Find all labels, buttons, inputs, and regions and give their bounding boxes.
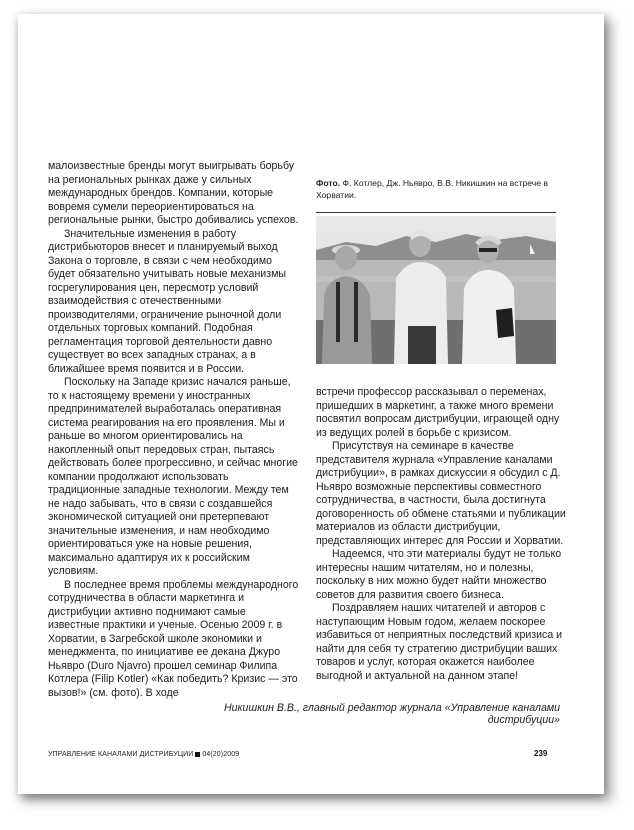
paragraph: малоизвестные бренды могут выигрывать борьбу на региональных рынках даже у сильных международных брендов. Компании, которые вовремя сумели переориентироваться на региональные рынки, быстро добивались успехов. [48, 160, 299, 226]
paragraph: Значительные изменения в работу дистрибьюторов внесет и планируемый выход Закона о торговле, в связи с чем необходимо будет обязательно учитывать новые механизмы госрегулирования цен, пересмотр условий взаимодействия с отечественными производителями, ограничение рыночной доли отдельных торговых компаний. Подобная регламентация торговой деятельности давно существует во всех западных странах, а в ближайшее время появится и в России. [48, 227, 286, 375]
paragraph: Присутствуя на семинаре в качестве представителя журнала «Управление каналами дистрибуции», в рамках дискуссии я обсудил с Д. Ньявро возможные перспективы совместного сотрудничества, в частности, была достигнута договоренность об обмене статьями и публикации материалов из области дистрибуции, представляющих интерес для России и Хорватии. [316, 440, 566, 547]
page-number: 239 [534, 749, 548, 758]
square-bullet-icon [195, 752, 200, 757]
paragraph: Поскольку на Западе кризис начался раньше, то к настоящему времени у иностранных предпринимателей выработалась оперативная система реагирования на его проявления. Мы и раньше во многом ориентировались на накопленный опыт передовых стран, пытаясь действовать более прогрессивно, и сейчас многие компании продолжают использовать традиционные западные технологии. Между тем не надо забывать, что в связи с создавшейся экономической ситуацией они претерпевают значительные изменения, и нам необходимо ориентироваться уже на новые решения, максимально адаптируя их к российским условиям. [48, 376, 298, 577]
photo-illustration [316, 216, 556, 364]
caption-text: Ф. Котлер, Дж. Ньявро, В.В. Никишкин на встрече в Хорватии. [316, 178, 548, 200]
meeting-photo [316, 216, 556, 364]
paragraph: В последнее время проблемы международного сотрудничества в области маркетинга и дистрибуции активно поднимают самые известные практики и ученые. Осенью 2009 г. в Хорватии, в Загребской школе экономики и менеджмента, по инициативе ее декана Джуро Ньявро (Duro Njavro) прошел семинар Филипа Котлера (Filip Kotler) «Как победить? Кризис — это вызов!» (см. фото). В ходе [48, 578, 299, 699]
author-signature: Никишкин В.В., главный редактор журнала «Управление каналами дистрибуции» [223, 702, 560, 726]
left-text-column [48, 160, 300, 700]
paragraph: Надеемся, что эти материалы будут не только интересны нашим читателям, но и полезны, поскольку в них можно будет найти множество советов для развития своего бизнеса. [316, 548, 562, 601]
caption-divider [316, 212, 556, 213]
photo-caption [316, 178, 568, 201]
issue-number: 04(20)2009 [202, 751, 240, 758]
running-footer [48, 751, 239, 758]
right-text-column [316, 386, 568, 683]
paragraph: встречи профессор рассказывал о переменах, пришедших в маркетинг, а также много времени посвятил вопросам дистрибуции, играющей одну из ведущих ролей в борьбе с кризисом. [316, 386, 560, 439]
caption-label: Фото. [316, 178, 341, 188]
journal-name: УПРАВЛЕНИЕ КАНАЛАМИ ДИСТРИБУЦИИ [48, 751, 194, 758]
paragraph: Поздравляем наших читателей и авторов с наступающим Новым годом, желаем поскорее избавиться от неприятных последствий кризиса и найти для себя ту стратегию дистрибуции ваших товаров и услуг, которая окажется наиболее выгодной и актуальной на данном этапе! [316, 602, 563, 682]
